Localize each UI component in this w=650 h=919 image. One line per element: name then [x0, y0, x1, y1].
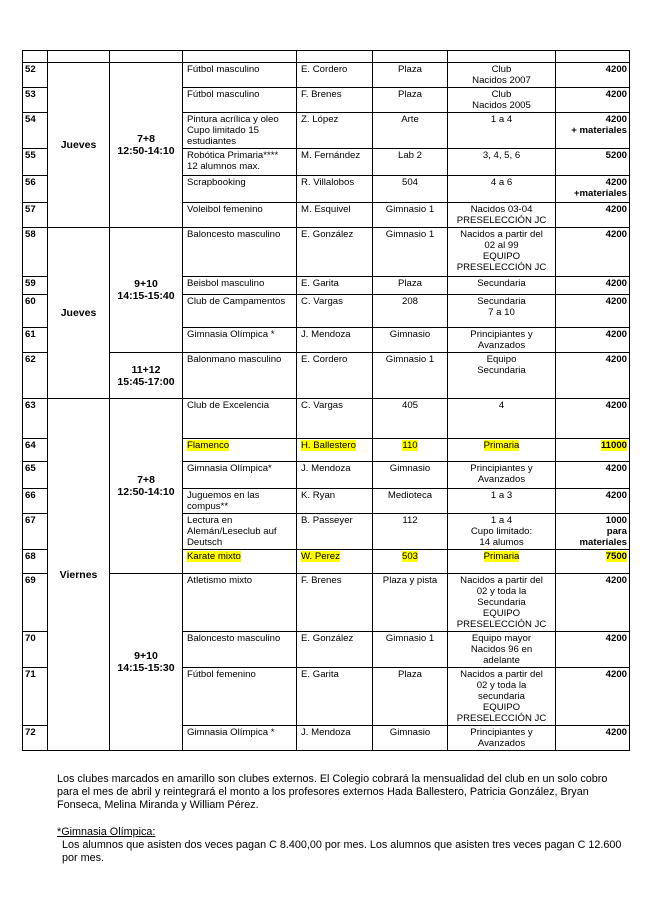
level [448, 632, 556, 668]
club-name [183, 439, 297, 462]
level [448, 726, 556, 751]
place [373, 439, 448, 462]
club-number [23, 63, 48, 88]
level [448, 113, 556, 149]
level [448, 439, 556, 462]
club-number [23, 726, 48, 751]
level-text: Principiantes y Avanzados [470, 463, 533, 485]
price-text: 4200 [605, 296, 627, 307]
price [556, 489, 630, 514]
level-text: Secundaria 7 a 10 [477, 296, 526, 318]
level-text: 4 [498, 400, 505, 411]
level [448, 228, 556, 277]
price [556, 668, 630, 726]
club-number [23, 399, 48, 439]
place-text: 110 [402, 440, 418, 451]
price-text: 5200 [605, 150, 627, 161]
teacher [297, 88, 373, 113]
price-text: 4200 +materiales [573, 177, 627, 199]
day-cell-text: Viernes [59, 568, 98, 581]
club-number [23, 176, 48, 203]
place [373, 88, 448, 113]
club-name-text: Beisbol masculino [187, 278, 265, 289]
teacher [297, 176, 373, 203]
gym-note-text: Los alumnos que asisten dos veces pagan C 8.400,00 por mes. Los alumnos que asisten tres veces pagan C 12.600 por mes. [62, 839, 622, 864]
teacher [297, 63, 373, 88]
level-text: 4 a 6 [490, 177, 513, 188]
table-row [23, 353, 630, 399]
level-text: 1 a 3 [490, 490, 513, 501]
teacher-text: E. Cordero [301, 354, 348, 365]
level-text: 1 a 4 [490, 114, 513, 125]
price [556, 726, 630, 751]
level [448, 203, 556, 228]
teacher [297, 277, 373, 295]
club-number [23, 88, 48, 113]
time-cell-text: 11+12 15:45-17:00 [117, 363, 175, 388]
teacher [297, 668, 373, 726]
table-row [23, 228, 630, 277]
level [448, 668, 556, 726]
day-cell [48, 63, 110, 228]
club-name [183, 726, 297, 751]
level [448, 63, 556, 88]
place-text: Gimnasio [389, 329, 431, 340]
club-name-text: Scrapbooking [187, 177, 246, 188]
table-row [23, 63, 630, 88]
place-text: Plaza [398, 64, 422, 75]
price-text: 7500 [605, 551, 627, 562]
place-text: 208 [401, 296, 418, 307]
club-name [183, 176, 297, 203]
teacher [297, 439, 373, 462]
price [556, 514, 630, 550]
place-text: Plaza [398, 278, 422, 289]
level-text: Principiantes y Avanzados [470, 727, 533, 749]
level-text: Nacidos 03-04 PRESELECCIÓN JC [456, 204, 547, 226]
club-number-text: 52 [25, 64, 36, 75]
teacher [297, 295, 373, 328]
club-number [23, 439, 48, 462]
teacher-text: M. Esquivel [301, 204, 351, 215]
club-number-text: 71 [25, 669, 36, 680]
club-name-text: Flamenco [187, 440, 230, 451]
level [448, 462, 556, 489]
day-cell-text: Jueves [60, 139, 97, 151]
level-text: 3, 4, 5, 6 [482, 150, 521, 161]
club-number-text: 70 [25, 633, 36, 644]
teacher-text: B. Passeyer [301, 515, 353, 526]
place [373, 726, 448, 751]
header-row [23, 51, 630, 63]
price [556, 88, 630, 113]
teacher [297, 228, 373, 277]
place-text: Gimnasio 1 [385, 354, 435, 365]
teacher-text: E. González [301, 229, 354, 240]
price-text: 4200 [605, 669, 627, 680]
club-name-text: Robótica Primaria**** 12 alumnos max. [187, 150, 279, 172]
level-text: Principiantes y Avanzados [470, 329, 533, 351]
level [448, 328, 556, 353]
level [448, 295, 556, 328]
place-text: Plaza [398, 89, 422, 100]
teacher-text: J. Mendoza [301, 727, 351, 738]
teacher-text: C. Vargas [301, 400, 343, 411]
club-name-text: Karate mixto [187, 551, 241, 562]
club-number-text: 54 [25, 114, 36, 125]
club-name-text: Balonmano masculino [187, 354, 282, 365]
level [448, 399, 556, 439]
club-number-text: 66 [25, 490, 36, 501]
place [373, 176, 448, 203]
place [373, 277, 448, 295]
teacher-text: K. Ryan [301, 490, 336, 501]
level-text: Secundaria [477, 278, 526, 289]
club-name [183, 514, 297, 550]
club-number [23, 149, 48, 176]
level-text: Club Nacidos 2005 [472, 89, 531, 111]
club-number [23, 462, 48, 489]
club-name-text: Fútbol femenino [187, 669, 256, 680]
place-text: 504 [401, 177, 418, 188]
price [556, 113, 630, 149]
club-number-text: 53 [25, 89, 36, 100]
teacher-text: E. Cordero [301, 64, 348, 75]
table-row [23, 574, 630, 632]
club-number [23, 203, 48, 228]
time-cell-text: 9+10 14:15-15:40 [117, 278, 175, 302]
teacher-text: F. Brenes [301, 575, 342, 586]
teacher-text: E. González [301, 633, 354, 644]
club-name-text: Atletismo mixto [187, 575, 253, 586]
place-text: 405 [401, 400, 418, 411]
club-number-text: 55 [25, 150, 36, 161]
price [556, 328, 630, 353]
level [448, 550, 556, 574]
club-name [183, 149, 297, 176]
time-cell [110, 399, 183, 574]
day-cell [48, 399, 110, 751]
teacher [297, 514, 373, 550]
price [556, 399, 630, 439]
teacher [297, 574, 373, 632]
time-cell-text: 7+8 12:50-14:10 [117, 474, 175, 498]
club-name [183, 353, 297, 399]
teacher-text: J. Mendoza [301, 329, 351, 340]
teacher [297, 353, 373, 399]
level [448, 149, 556, 176]
club-name-text: Pintura acrílica y oleo Cupo limitado 15 estudiantes [187, 114, 279, 147]
club-number-text: 69 [25, 575, 36, 586]
club-number-text: 63 [25, 400, 36, 411]
club-number-text: 68 [25, 551, 36, 562]
time-cell [110, 63, 183, 228]
place [373, 514, 448, 550]
place [373, 149, 448, 176]
level [448, 489, 556, 514]
club-name-text: Gimnasia Olímpica* [187, 463, 272, 474]
level-text: Nacidos a partir del 02 y toda la secundaria EQUIPO PRESELECCIÓN JC [456, 669, 547, 724]
club-name [183, 88, 297, 113]
clubs-table [22, 50, 630, 751]
club-number [23, 113, 48, 149]
teacher [297, 328, 373, 353]
price [556, 462, 630, 489]
price-text: 1000 para materiales [579, 515, 627, 548]
place [373, 489, 448, 514]
club-number [23, 228, 48, 277]
club-number-text: 56 [25, 177, 36, 188]
teacher-text: E. Garita [301, 669, 339, 680]
club-name [183, 462, 297, 489]
club-number-text: 61 [25, 329, 36, 340]
level-text: 1 a 4 Cupo limitado: 14 alumos [470, 515, 533, 548]
place [373, 228, 448, 277]
price [556, 632, 630, 668]
place [373, 328, 448, 353]
club-name [183, 295, 297, 328]
time-cell [110, 228, 183, 353]
place-text: Arte [401, 114, 419, 125]
place-text: Medioteca [387, 490, 433, 501]
place-text: Gimnasio 1 [385, 229, 435, 240]
club-name-text: Club de Excelencia [187, 400, 270, 411]
teacher-text: J. Mendoza [301, 463, 351, 474]
price-text: 4200 [605, 204, 627, 215]
place-text: 503 [401, 551, 418, 562]
place [373, 632, 448, 668]
level-text: Primaria [483, 551, 520, 562]
teacher-text: E. Garita [301, 278, 339, 289]
club-name-text: Gimnasia Olímpica * [187, 727, 275, 738]
level-text: Nacidos a partir del 02 al 99 EQUIPO PRESELECCIÓN JC [456, 229, 547, 273]
club-name-text: Baloncesto masculino [187, 633, 281, 644]
club-number-text: 65 [25, 463, 36, 474]
teacher [297, 149, 373, 176]
teacher [297, 632, 373, 668]
club-name [183, 668, 297, 726]
club-number [23, 277, 48, 295]
level [448, 514, 556, 550]
price-text: 4200 [605, 727, 627, 738]
club-number-text: 67 [25, 515, 36, 526]
place-text: Plaza y pista [382, 575, 438, 586]
club-number [23, 295, 48, 328]
club-name [183, 632, 297, 668]
external-clubs-note: Los clubes marcados en amarillo son clubes externos. El Colegio cobrará la mensualidad del club en un solo cobro para el mes de abril y reintegrará el monto a los profesores externos Hada Ballestero, Patricia González, Bryan Fonseca, Melina Miranda y William Pérez. [57, 773, 608, 811]
level [448, 353, 556, 399]
price [556, 439, 630, 462]
place-text: Gimnasio 1 [385, 204, 435, 215]
teacher [297, 113, 373, 149]
club-name [183, 203, 297, 228]
club-name-text: Voleibol femenino [187, 204, 263, 215]
place-text: 112 [402, 515, 418, 526]
place [373, 462, 448, 489]
level [448, 88, 556, 113]
time-cell [110, 574, 183, 751]
club-name [183, 113, 297, 149]
price-text: 4200 [605, 633, 627, 644]
price-text: 4200 + materiales [571, 114, 627, 136]
table-row [23, 399, 630, 439]
price-text: 11000 [600, 440, 627, 451]
club-number-text: 62 [25, 354, 36, 365]
price-text: 4200 [605, 329, 627, 340]
level [448, 574, 556, 632]
place-text: Gimnasio 1 [385, 633, 435, 644]
place [373, 295, 448, 328]
club-number [23, 514, 48, 550]
teacher-text: W. Perez [301, 551, 340, 562]
place [373, 353, 448, 399]
teacher [297, 462, 373, 489]
club-number-text: 60 [25, 296, 36, 307]
club-name-text: Gimnasia Olímpica * [187, 329, 275, 340]
time-cell-text: 9+10 14:15-15:30 [117, 650, 175, 674]
price [556, 149, 630, 176]
teacher-text: F. Brenes [301, 89, 342, 100]
price [556, 63, 630, 88]
club-name [183, 550, 297, 574]
club-name [183, 399, 297, 439]
price-text: 4200 [605, 229, 627, 240]
price [556, 353, 630, 399]
teacher-text: M. Fernández [301, 150, 361, 161]
price [556, 277, 630, 295]
club-number-text: 58 [25, 229, 36, 240]
club-number-text: 72 [25, 727, 36, 738]
level-text: Club Nacidos 2007 [472, 64, 531, 86]
club-number-text: 64 [25, 440, 36, 451]
price-text: 4200 [605, 278, 627, 289]
club-name-text: Club de Campamentos [187, 296, 286, 307]
place-text: Gimnasio [389, 727, 431, 738]
club-name-text: Baloncesto masculino [187, 229, 281, 240]
price [556, 574, 630, 632]
teacher [297, 489, 373, 514]
price-text: 4200 [605, 490, 627, 501]
place-text: Plaza [398, 669, 422, 680]
level-text: Primaria [483, 440, 520, 451]
club-name [183, 63, 297, 88]
place [373, 668, 448, 726]
teacher-text: R. Villalobos [301, 177, 355, 188]
price [556, 228, 630, 277]
club-name-text: Lectura en Alemán/Leseclub auf Deutsch [187, 515, 277, 548]
price [556, 203, 630, 228]
gym-note-title: *Gimnasia Olímpica: [57, 826, 156, 838]
time-cell [110, 353, 183, 399]
level-text: Equipo mayor Nacidos 96 en adelante [470, 633, 533, 666]
teacher [297, 399, 373, 439]
club-number-text: 57 [25, 204, 36, 215]
price-text: 4200 [605, 463, 627, 474]
club-name-text: Fútbol masculino [187, 89, 260, 100]
club-number [23, 550, 48, 574]
price-text: 4200 [605, 354, 627, 365]
price-text: 4200 [605, 400, 627, 411]
place [373, 574, 448, 632]
club-number-text: 59 [25, 278, 36, 289]
level-text: Equipo Secundaria [477, 354, 526, 376]
club-name [183, 328, 297, 353]
place-text: Gimnasio [389, 463, 431, 474]
teacher [297, 726, 373, 751]
club-name [183, 277, 297, 295]
club-name [183, 489, 297, 514]
teacher-text: H. Ballestero [301, 440, 356, 451]
level [448, 176, 556, 203]
place [373, 113, 448, 149]
level-text: Nacidos a partir del 02 y toda la Secundaria EQUIPO PRESELECCIÓN JC [456, 575, 547, 630]
day-cell [48, 228, 110, 399]
club-number [23, 632, 48, 668]
teacher [297, 203, 373, 228]
club-number [23, 489, 48, 514]
club-name-text: Juguemos en las compus** [187, 490, 260, 512]
price [556, 295, 630, 328]
price [556, 176, 630, 203]
club-number [23, 328, 48, 353]
time-cell-text: 7+8 12:50-14:10 [117, 133, 175, 157]
price [556, 550, 630, 574]
day-cell-text: Jueves [60, 307, 97, 319]
teacher-text: Z. López [301, 114, 339, 125]
club-name [183, 228, 297, 277]
place [373, 550, 448, 574]
price-text: 4200 [605, 89, 627, 100]
club-name-text: Fútbol masculino [187, 64, 260, 75]
club-number [23, 668, 48, 726]
place-text: Lab 2 [397, 150, 422, 161]
club-name [183, 574, 297, 632]
club-number [23, 574, 48, 632]
teacher-text: C. Vargas [301, 296, 343, 307]
club-number [23, 353, 48, 399]
place [373, 399, 448, 439]
place [373, 63, 448, 88]
price-text: 4200 [605, 575, 627, 586]
place [373, 203, 448, 228]
price-text: 4200 [605, 64, 627, 75]
teacher [297, 550, 373, 574]
level [448, 277, 556, 295]
